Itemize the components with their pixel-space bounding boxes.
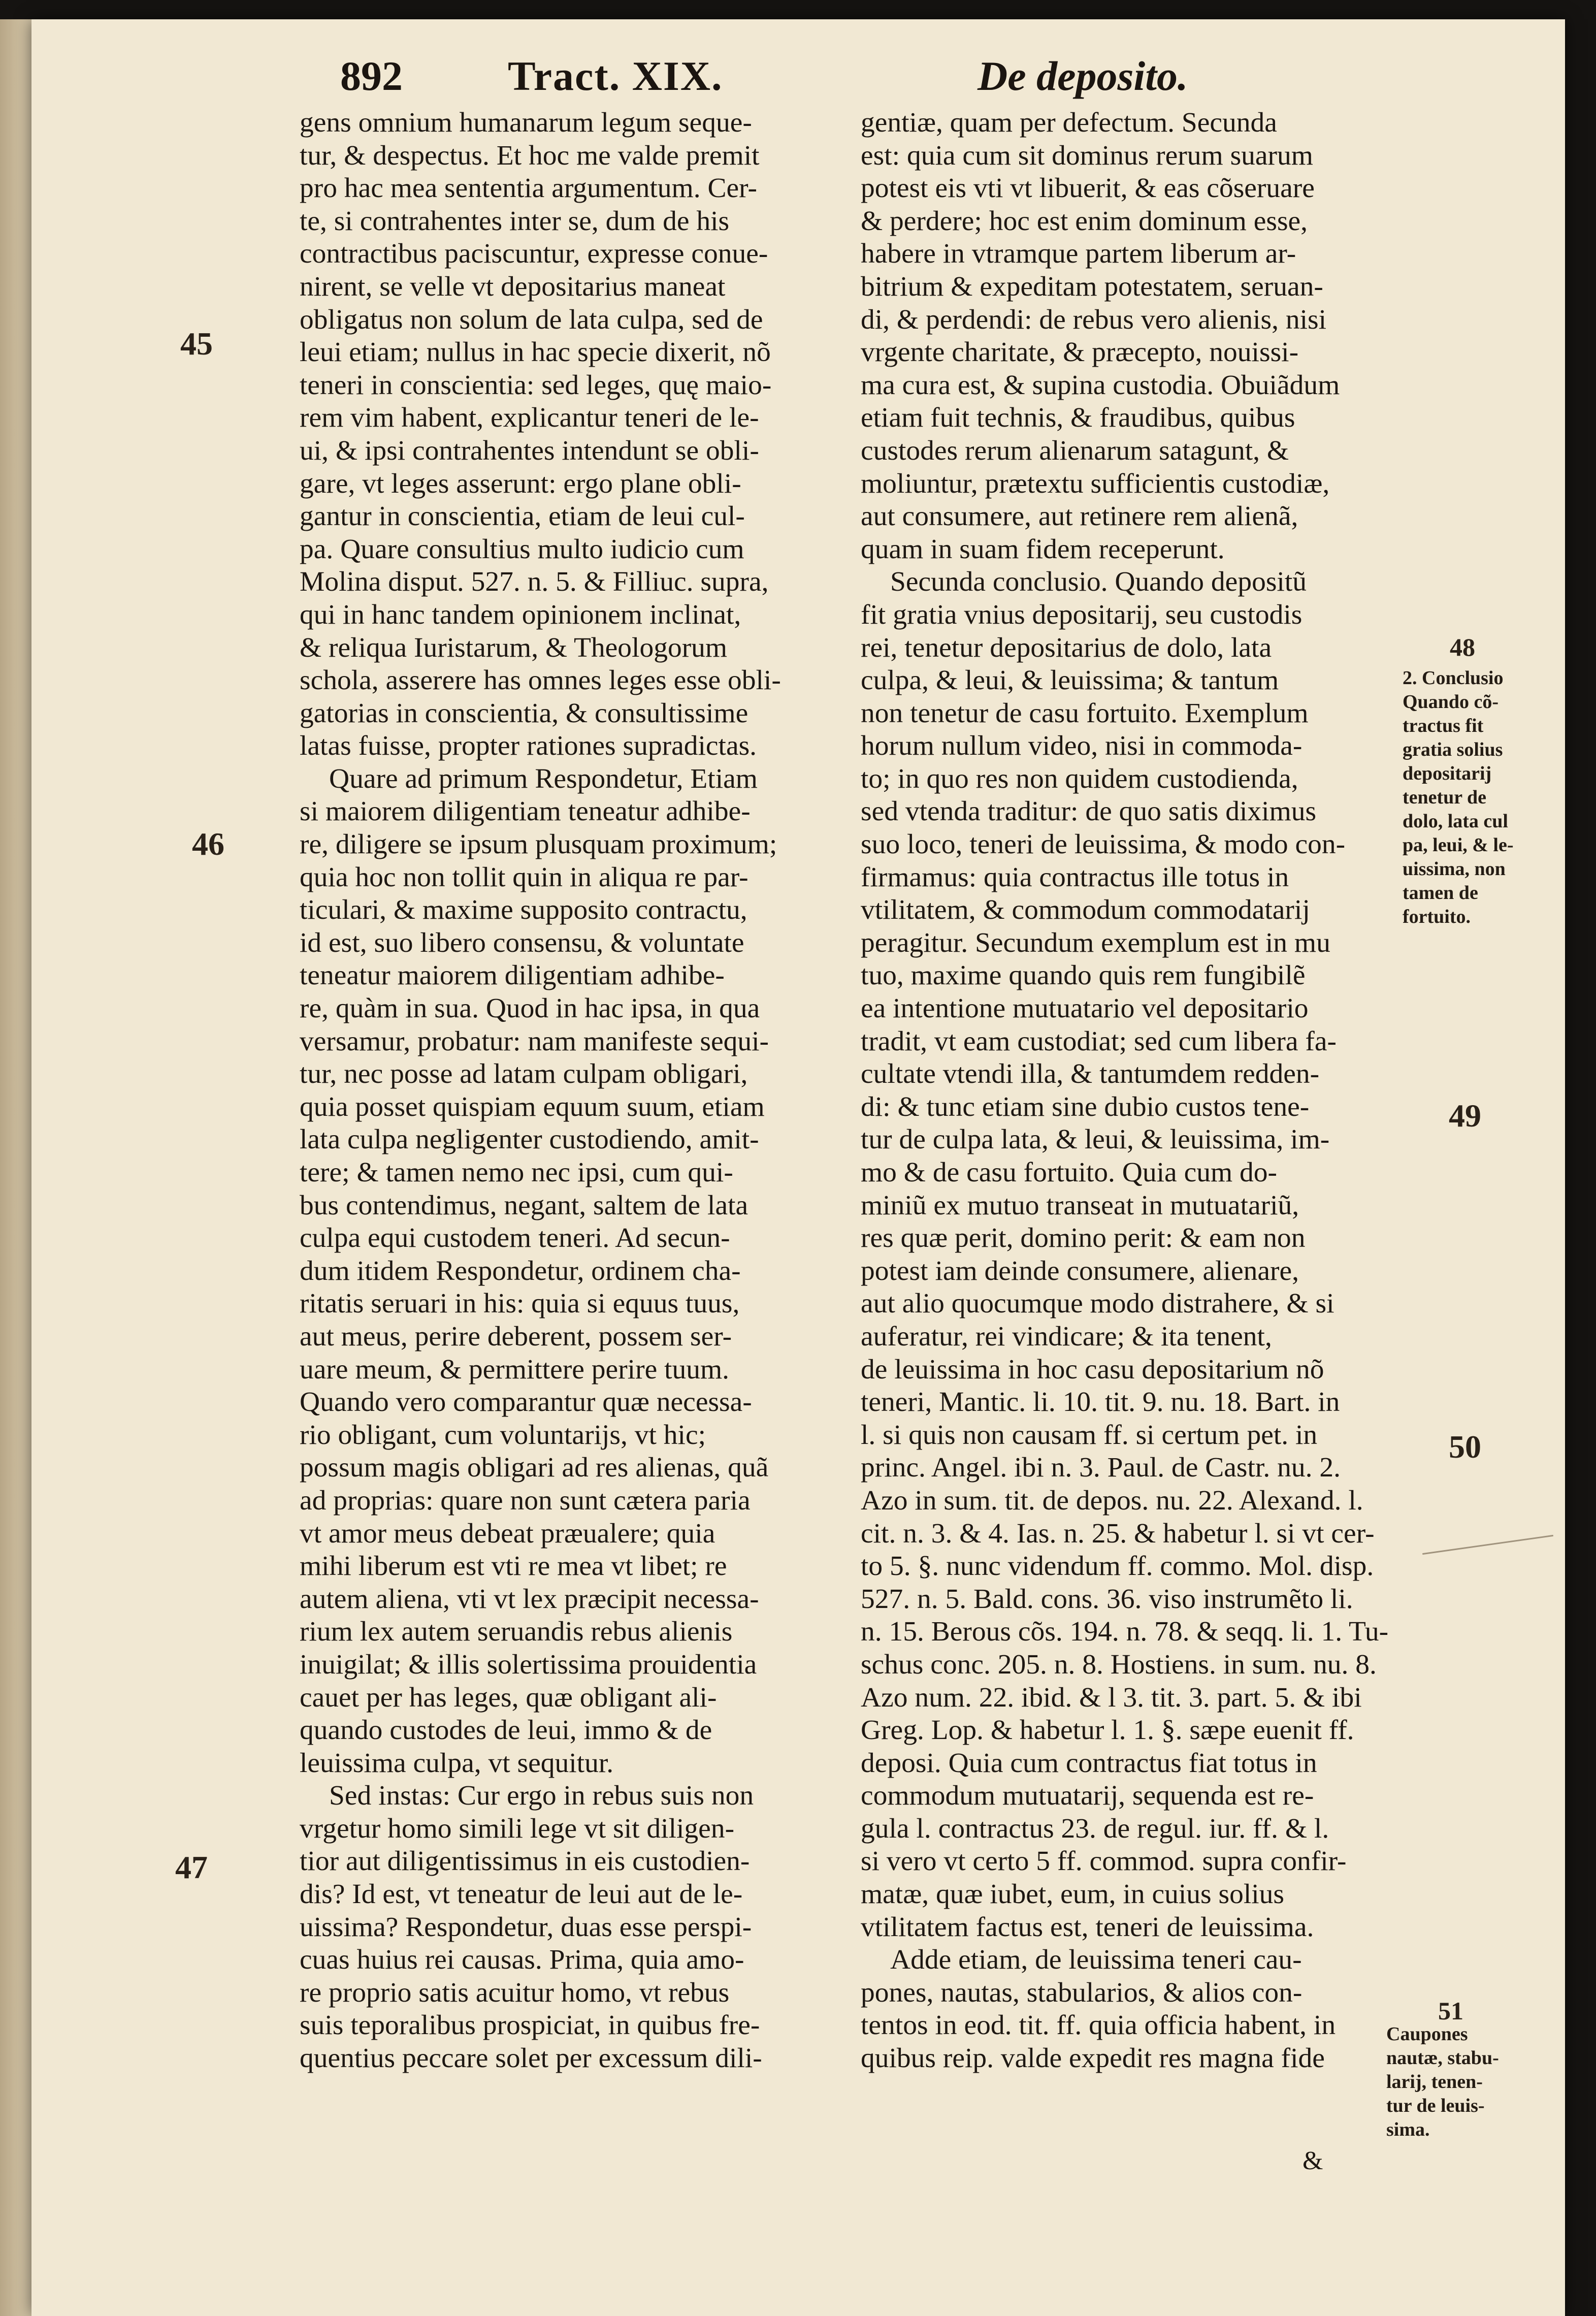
running-title: Tract. XIX. bbox=[508, 53, 723, 99]
side-note-line: sima. bbox=[1386, 2119, 1430, 2140]
text-line: teneri in conscientia: sed leges, quę maio- bbox=[300, 369, 772, 401]
margin-number-45: 45 bbox=[180, 326, 213, 362]
text-line: gula l. contractus 23. de regul. iur. ff. & l. bbox=[861, 1813, 1329, 1844]
text-line: l. si quis non causam ff. si certum pet. in bbox=[861, 1419, 1318, 1451]
text-line: & perdere; hoc est enim dominum esse, bbox=[861, 205, 1308, 237]
text-line: lata culpa negligenter custodiendo, amit- bbox=[300, 1124, 759, 1155]
text-line: Azo num. 22. ibid. & l 3. tit. 3. part. 5. & ibi bbox=[861, 1682, 1362, 1713]
text-line: ma cura est, & supina custodia. Obuiãdum bbox=[861, 369, 1340, 401]
text-line: vrgetur homo simili lege vt sit diligen- bbox=[300, 1813, 735, 1844]
text-column-right bbox=[861, 107, 1402, 2075]
side-note-line: larij, tenen- bbox=[1386, 2071, 1483, 2093]
text-line: schus conc. 205. n. 8. Hostiens. in sum. nu. 8. bbox=[861, 1649, 1377, 1680]
side-note-line: uissima, non bbox=[1403, 858, 1506, 880]
text-line: peragitur. Secundum exemplum est in mu bbox=[861, 927, 1330, 958]
text-line: gens omnium humanarum legum seque- bbox=[300, 107, 752, 138]
text-line: fit gratia vnius depositarij, seu custodis bbox=[861, 599, 1302, 630]
text-line: contractibus paciscuntur, expresse conue- bbox=[300, 238, 768, 270]
side-note-line: tamen de bbox=[1403, 882, 1478, 904]
text-line: deposi. Quia cum contractus fiat totus in bbox=[861, 1747, 1317, 1779]
text-line: nirent, se velle vt depositarius maneat bbox=[300, 271, 726, 302]
margin-number-50: 50 bbox=[1449, 1429, 1481, 1465]
text-line: commodum mutuatarij, sequenda est re- bbox=[861, 1780, 1314, 1812]
side-note-line: nautæ, stabu- bbox=[1386, 2047, 1499, 2069]
margin-number-46: 46 bbox=[192, 826, 224, 862]
text-line: versamur, probatur: nam manifeste sequi- bbox=[300, 1025, 769, 1057]
text-line: moliuntur, prætextu sufficientis custodiæ, bbox=[861, 468, 1330, 499]
text-line: gatorias in conscientia, & consultissime bbox=[300, 697, 748, 729]
text-line: si maiorem diligentiam teneatur adhibe- bbox=[300, 796, 751, 827]
text-line: vrgente charitate, & præcepto, nouissi- bbox=[861, 337, 1299, 368]
text-line: vtilitatem factus est, teneri de leuissima. bbox=[861, 1911, 1314, 1943]
text-line: vtilitatem, & commodum commodatarij bbox=[861, 894, 1310, 926]
text-line: Greg. Lop. & habetur l. 1. §. sæpe euenit ff. bbox=[861, 1715, 1354, 1746]
text-line: Quare ad primum Respondetur, Etiam bbox=[329, 763, 758, 794]
text-line: leui etiam; nullus in hac specie dixerit, nõ bbox=[300, 337, 771, 368]
text-line: gentiæ, quam per defectum. Secunda bbox=[861, 107, 1277, 138]
text-line: pa. Quare consultius multo iudicio cum bbox=[300, 533, 744, 565]
text-line: quando custodes de leui, immo & de bbox=[300, 1715, 712, 1746]
text-line: qui in hanc tandem opinionem inclinat, bbox=[300, 599, 741, 630]
text-line: rei, tenetur depositarius de dolo, lata bbox=[861, 632, 1272, 663]
text-line: res quæ perit, domino perit: & eam non bbox=[861, 1223, 1306, 1254]
text-line: aut meus, perire deberent, possem ser- bbox=[300, 1321, 732, 1352]
text-line: culpa equi custodem teneri. Ad secun- bbox=[300, 1223, 730, 1254]
side-note-line: 2. Conclusio bbox=[1403, 667, 1504, 689]
text-line: gare, vt leges asserunt: ergo plane obli- bbox=[300, 468, 741, 499]
side-note-line: Quando cõ- bbox=[1403, 691, 1499, 713]
text-line: quia hoc non tollit quin in aliqua re par- bbox=[300, 861, 748, 893]
text-line: ritatis seruari in his: quia si equus tuus, bbox=[300, 1288, 740, 1320]
text-line: Adde etiam, de leuissima teneri cau- bbox=[890, 1944, 1302, 1976]
text-line: mo & de casu fortuito. Quia cum do- bbox=[861, 1157, 1277, 1188]
text-line: teneri, Mantic. li. 10. tit. 9. nu. 18. Bart. in bbox=[861, 1387, 1340, 1418]
text-line: miniũ ex mutuo transeat in mutuatariũ, bbox=[861, 1189, 1299, 1221]
text-line: di, & perdendi: de rebus vero alienis, nisi bbox=[861, 304, 1327, 335]
text-line: pones, nautas, stabularios, & alios con- bbox=[861, 1977, 1302, 2008]
text-line: & reliqua Iuristarum, & Theologorum bbox=[300, 632, 728, 663]
text-line: quia posset quispiam equum suum, etiam bbox=[300, 1091, 765, 1122]
text-line: culpa, & leui, & leuissima; & tantum bbox=[861, 665, 1279, 696]
text-line: cit. n. 3. & 4. Ias. n. 25. & habetur l. si vt cer- bbox=[861, 1518, 1375, 1549]
side-note-line: tur de leuis- bbox=[1386, 2095, 1485, 2116]
side-note-line: Caupones bbox=[1386, 2023, 1468, 2045]
text-line: cauet per has leges, quæ obligant ali- bbox=[300, 1682, 717, 1713]
text-line: potest iam deinde consumere, alienare, bbox=[861, 1255, 1299, 1286]
text-line: vt amor meus debeat præualere; quia bbox=[300, 1518, 715, 1549]
side-note-caupones bbox=[1386, 2022, 1521, 2142]
text-line: inuigilat; & illis solertissima prouidentia bbox=[300, 1649, 757, 1680]
text-line: tur, & despectus. Et hoc me valde premit bbox=[300, 140, 760, 171]
side-note-line: gratia solius bbox=[1403, 739, 1503, 760]
side-note-line: dolo, lata cul bbox=[1403, 811, 1508, 832]
text-line: quam in suam fidem receperunt. bbox=[861, 533, 1225, 565]
text-line: quibus reip. valde expedit res magna fide bbox=[861, 2043, 1325, 2074]
text-line: non tenetur de casu fortuito. Exemplum bbox=[861, 697, 1309, 729]
text-line: mihi liberum est vti re mea vt libet; re bbox=[300, 1551, 727, 1582]
text-line: n. 15. Berous cõs. 194. n. 78. & seqq. li. 1. Tu- bbox=[861, 1616, 1389, 1648]
text-line: leuissima culpa, vt sequitur. bbox=[300, 1747, 614, 1779]
text-column-left bbox=[300, 107, 847, 2075]
text-line: dis? Id est, vt teneatur de leui aut de le- bbox=[300, 1879, 743, 1910]
text-line: tere; & tamen nemo nec ipsi, cum qui- bbox=[300, 1157, 733, 1188]
text-line: Secunda conclusio. Quando depositũ bbox=[890, 566, 1307, 598]
running-subject: De deposito. bbox=[978, 53, 1188, 99]
text-line: latas fuisse, propter rationes supradictas. bbox=[300, 730, 757, 762]
text-line: princ. Angel. ibi n. 3. Paul. de Castr. nu. 2. bbox=[861, 1452, 1341, 1484]
text-line: si vero vt certo 5 ff. commod. supra confir- bbox=[861, 1846, 1347, 1877]
text-line: tur, nec posse ad latam culpam obligari, bbox=[300, 1058, 748, 1090]
text-line: rem vim habent, explicantur teneri de le- bbox=[300, 402, 759, 434]
text-line: tentos in eod. tit. ff. quia officia habent, in bbox=[861, 2010, 1336, 2041]
side-note-line: pa, leui, & le- bbox=[1403, 834, 1514, 856]
text-line: autem aliena, vti vt lex præcipit necessa- bbox=[300, 1583, 759, 1615]
text-line: obligatus non solum de lata culpa, sed de bbox=[300, 304, 763, 335]
text-line: ui, & ipsi contrahentes intendunt se obli- bbox=[300, 435, 759, 466]
margin-number-49: 49 bbox=[1449, 1098, 1481, 1134]
text-line: rium lex autem seruandis rebus alienis bbox=[300, 1616, 733, 1648]
text-line: Sed instas: Cur ergo in rebus suis non bbox=[329, 1780, 754, 1812]
catchword: & bbox=[1302, 2146, 1323, 2175]
text-line: 527. n. 5. Bald. cons. 36. viso instrumẽto li. bbox=[861, 1583, 1353, 1615]
text-line: re proprio satis acuitur homo, vt rebus bbox=[300, 1977, 730, 2008]
text-line: id est, suo libero consensu, & voluntate bbox=[300, 927, 744, 958]
text-line: auferatur, rei vindicare; & ita tenent, bbox=[861, 1321, 1272, 1352]
side-note-line: tenetur de bbox=[1403, 787, 1486, 808]
margin-number-47: 47 bbox=[175, 1849, 208, 1885]
text-line: re, quàm in sua. Quod in hac ipsa, in qua bbox=[300, 993, 760, 1024]
text-line: cuas huius rei causas. Prima, quia amo- bbox=[300, 1944, 744, 1976]
text-line: bus contendimus, negant, saltem de lata bbox=[300, 1189, 748, 1221]
text-line: custodes rerum alienarum satagunt, & bbox=[861, 435, 1289, 466]
text-line: di: & tunc etiam sine dubio custos tene- bbox=[861, 1091, 1310, 1122]
text-line: potest eis vti vt libuerit, & eas cõseruare bbox=[861, 173, 1315, 204]
margin-number-48: 48 bbox=[1450, 633, 1475, 661]
text-line: de leuissima in hoc casu depositarium nõ bbox=[861, 1354, 1324, 1385]
text-line: dum itidem Respondetur, ordinem cha- bbox=[300, 1255, 741, 1286]
side-note-conclusio bbox=[1403, 666, 1540, 929]
text-line: bitrium & expeditam potestatem, seruan- bbox=[861, 271, 1323, 302]
text-line: pro hac mea sententia argumentum. Cer- bbox=[300, 173, 757, 204]
text-line: ad proprias: quare non sunt cætera paria bbox=[300, 1485, 751, 1516]
text-line: tior aut diligentissimus in eis custodien- bbox=[300, 1846, 750, 1877]
text-line: tur de culpa lata, & leui, & leuissima, im- bbox=[861, 1124, 1330, 1155]
text-line: ticulari, & maxime supposito contractu, bbox=[300, 894, 747, 926]
text-line: matæ, quæ iubet, eum, in cuius solius bbox=[861, 1879, 1285, 1910]
text-line: tradit, vt eam custodiat; sed cum libera fa- bbox=[861, 1025, 1337, 1057]
text-line: uare meum, & permittere perire tuum. bbox=[300, 1354, 730, 1385]
text-line: Azo in sum. tit. de depos. nu. 22. Alexand. l. bbox=[861, 1485, 1363, 1516]
text-line: suis teporalibus prospiciat, in quibus fre- bbox=[300, 2010, 760, 2041]
text-line: est: quia cum sit dominus rerum suarum bbox=[861, 140, 1313, 171]
text-line: rio obligant, cum voluntarijs, vt hic; bbox=[300, 1419, 706, 1451]
text-line: suo loco, teneri de leuissima, & modo con- bbox=[861, 829, 1346, 860]
text-line: aut consumere, aut retinere rem alienã, bbox=[861, 501, 1298, 532]
text-line: sed vtenda traditur: de quo satis diximus bbox=[861, 796, 1317, 827]
text-line: to 5. §. nunc videndum ff. commo. Mol. disp. bbox=[861, 1551, 1374, 1582]
side-note-line: tractus fit bbox=[1403, 715, 1484, 736]
text-line: te, si contrahentes inter se, dum de his bbox=[300, 205, 730, 237]
text-line: cultate vtendi illa, & tantumdem redden- bbox=[861, 1058, 1320, 1090]
page-number: 892 bbox=[340, 53, 403, 99]
text-line: to; in quo res non quidem custodienda, bbox=[861, 763, 1298, 794]
side-note-line: fortuito. bbox=[1403, 906, 1471, 927]
text-line: habere in vtramque partem liberum ar- bbox=[861, 238, 1296, 270]
text-line: etiam fuit technis, & fraudibus, quibus bbox=[861, 402, 1295, 434]
text-line: possum magis obligari ad res alienas, quã bbox=[300, 1452, 769, 1484]
text-line: teneatur maiorem diligentiam adhibe- bbox=[300, 960, 725, 991]
text-line: horum nullum video, nisi in commoda- bbox=[861, 730, 1302, 762]
side-note-line: depositarij bbox=[1403, 763, 1492, 784]
margin-number-51: 51 bbox=[1438, 1997, 1463, 2025]
text-line: aut alio quocumque modo distrahere, & si bbox=[861, 1288, 1334, 1320]
text-line: Quando vero comparantur quæ necessa- bbox=[300, 1387, 752, 1418]
text-line: ea intentione mutuatario vel depositario bbox=[861, 993, 1309, 1024]
text-line: schola, asserere has omnes leges esse obli- bbox=[300, 665, 781, 696]
text-line: gantur in conscientia, etiam de leui cul- bbox=[300, 501, 745, 532]
text-line: firmamus: quia contractus ille totus in bbox=[861, 861, 1289, 893]
text-line: uissima? Respondetur, duas esse perspi- bbox=[300, 1911, 752, 1943]
text-line: tuo, maxime quando quis rem fungibilẽ bbox=[861, 960, 1306, 991]
text-line: re, diligere se ipsum plusquam proximum; bbox=[300, 829, 777, 860]
text-line: Molina disput. 527. n. 5. & Filliuc. supra, bbox=[300, 566, 769, 598]
text-line: quentius peccare solet per excessum dili- bbox=[300, 2043, 762, 2074]
